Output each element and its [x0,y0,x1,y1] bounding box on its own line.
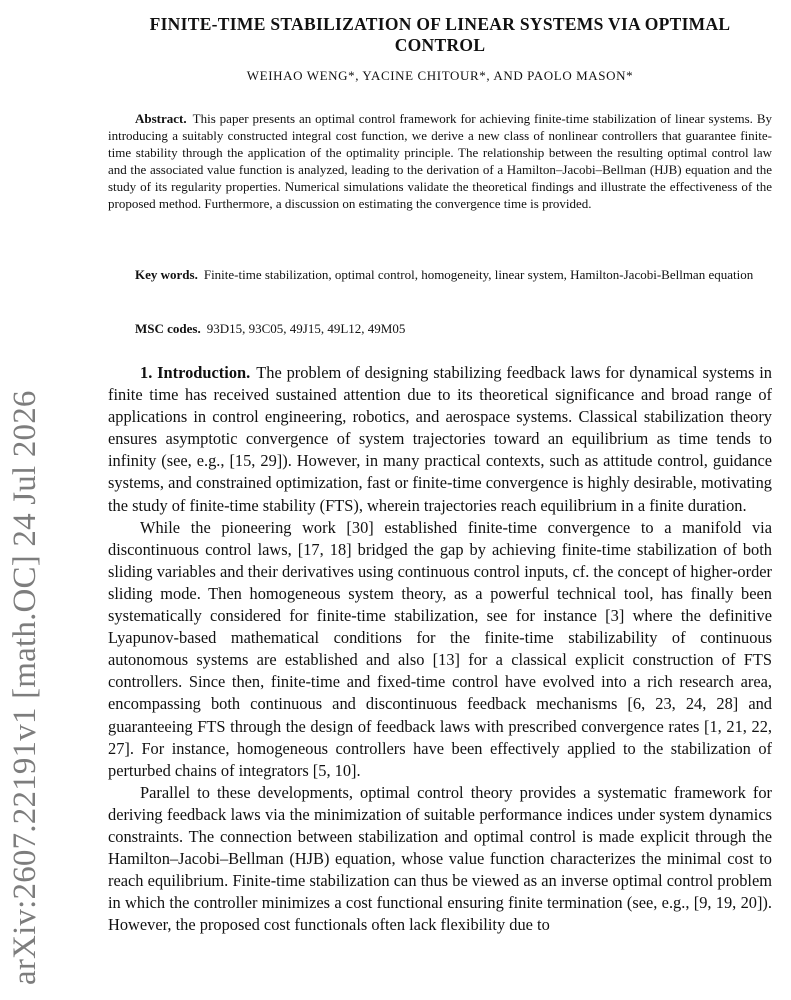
msc-text: 93D15, 93C05, 49J15, 49L12, 49M05 [206,321,406,336]
intro-paragraph-2: While the pioneering work [30] established finite-time convergence to a manifold via discontinuous control laws, [17, 18] bridged the gap by achieving finite-time stabilization of both sliding variables and their derivatives using continuous control inputs, cf. the concept of higher-order sliding mode. Then homogeneous system theory, as a powerful technical tool, has finally been systematically considered for finite-time stabilization, see for instance [3] where the definitive Lyapunov-based mathematical conditions for the finite-time stabilizability of continuous autonomous systems are established and also [13] for a classical explicit construction of FTS controllers. Since then, finite-time and fixed-time control have evolved into a rich research area, encompassing both continuous and discontinuous feedback mechanisms [6, 23, 24, 28] and guaranteeing FTS through the design of feedback laws with prescribed convergence rates [1, 21, 22, 27]. For instance, homogeneous controllers have been effectively applied to the stabilization of perturbed chains of integrators [5, 10]. [108,517,772,780]
introduction-section [108,362,772,936]
abstract [108,110,772,212]
author-list: WEIHAO WENG*, YACINE CHITOUR*, AND PAOLO MASON* [246,68,634,83]
keywords [108,266,772,283]
keywords-text: Finite-time stabilization, optimal control, homogeneity, linear system, Hamilton-Jacobi-Bellman equation [203,267,754,282]
msc-codes [108,320,772,337]
intro-paragraph-3: Parallel to these developments, optimal control theory provides a systematic framework for deriving feedback laws via the minimization of suitable performance indices under system dynamics constraints. The connection between stabilization and optimal control is made explicit through the Hamilton–Jacobi–Bellman (HJB) equation, whose value function characterizes the minimal cost to reach equilibrium. Finite-time stabilization can thus be viewed as an inverse optimal control problem in which the controller minimizes a cost functional ensuring finite termination (see, e.g., [9, 19, 20]). However, the proposed cost functionals often lack flexibility due to [108,782,772,935]
arxiv-identifier-stamp: arXiv:2607.22191v1 [math.OC] 24 Jul 2026 [7,390,43,985]
section-heading: 1. Introduction. [140,363,251,382]
paper-title: FINITE-TIME STABILIZATION OF LINEAR SYSTEMS VIA OPTIMAL CONTROL [149,14,731,55]
keywords-label: Key words. [135,267,198,282]
paragraph-text: The problem of designing stabilizing feedback laws for dynamical systems in finite time has received sustained attention due to its theoretical significance and broad range of applications in control engineering, robotics, and aerospace systems. Classical stabilization theory ensures asymptotic convergence of system trajectories toward an equilibrium as time tends to infinity (see, e.g., [15, 29]). However, in many practical contexts, such as attitude control, guidance systems, and constrained optimization, fast or finite-time convergence is highly desirable, motivating the study of finite-time stability (FTS), wherein trajectories reach equilibrium in a finite duration. [108,363,773,515]
intro-paragraph-1 [108,362,772,517]
msc-label: MSC codes. [135,321,201,336]
abstract-label: Abstract. [135,111,187,126]
abstract-text: This paper presents an optimal control framework for achieving finite-time stabilization of linear systems. By introducing a suitably constructed integral cost function, we derive a new class of nonlinear controllers that guarantee finite-time stability through the application of the optimality principle. The relationship between the resulting optimal control law and the associated value function is analyzed, leading to the derivation of a Hamilton–Jacobi–Bellman (HJB) equation and the study of its regularity properties. Numerical simulations validate the theoretical findings and illustrate the effectiveness of the proposed method. Furthermore, a discussion on estimating the convergence time is provided. [108,111,772,211]
